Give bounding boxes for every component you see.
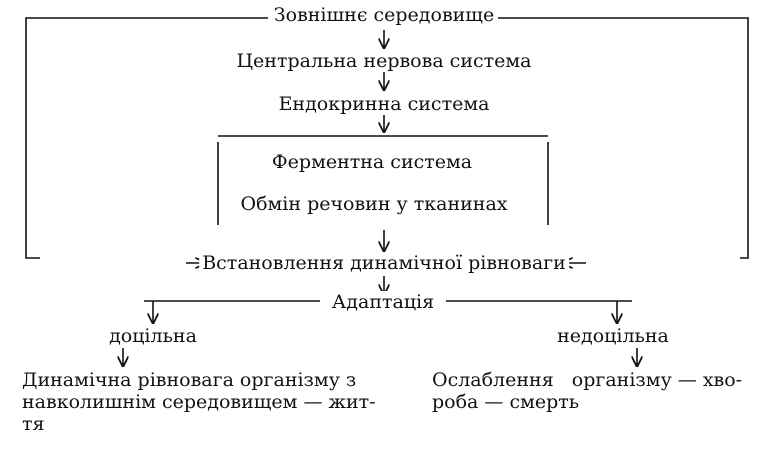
outcome-right-line-1: Ослаблення організму — хво- <box>432 369 743 391</box>
outcome-left-line-1: Динамічна рівновага організму з <box>22 369 357 391</box>
node-central-nervous-system: Центральна нервова система <box>233 50 534 72</box>
node-non-purposeful: недоцільна <box>554 325 672 347</box>
node-purposeful: доцільна <box>106 325 200 347</box>
node-tissue-metabolism: Обмін речовин у тканинах <box>237 193 510 215</box>
loop-left-line <box>26 18 268 258</box>
outcome-right <box>432 369 742 413</box>
node-dynamic-equilibrium: Встановлення динамічної рівноваги <box>199 252 569 274</box>
outcome-left-line-3: тя <box>22 413 45 435</box>
loop-right-line <box>498 18 748 258</box>
outcome-left-line-2: навколишнім середовищем — жит- <box>22 391 376 413</box>
node-enzyme-system: Ферментна система <box>269 151 475 173</box>
node-endocrine-system: Ендокринна система <box>276 93 493 115</box>
outcome-left <box>22 369 376 435</box>
outcome-right-line-2: роба — смерть <box>432 391 580 413</box>
node-external-environment: Зовнішнє середовище <box>271 4 497 26</box>
node-adaptation: Адаптація <box>329 291 437 313</box>
